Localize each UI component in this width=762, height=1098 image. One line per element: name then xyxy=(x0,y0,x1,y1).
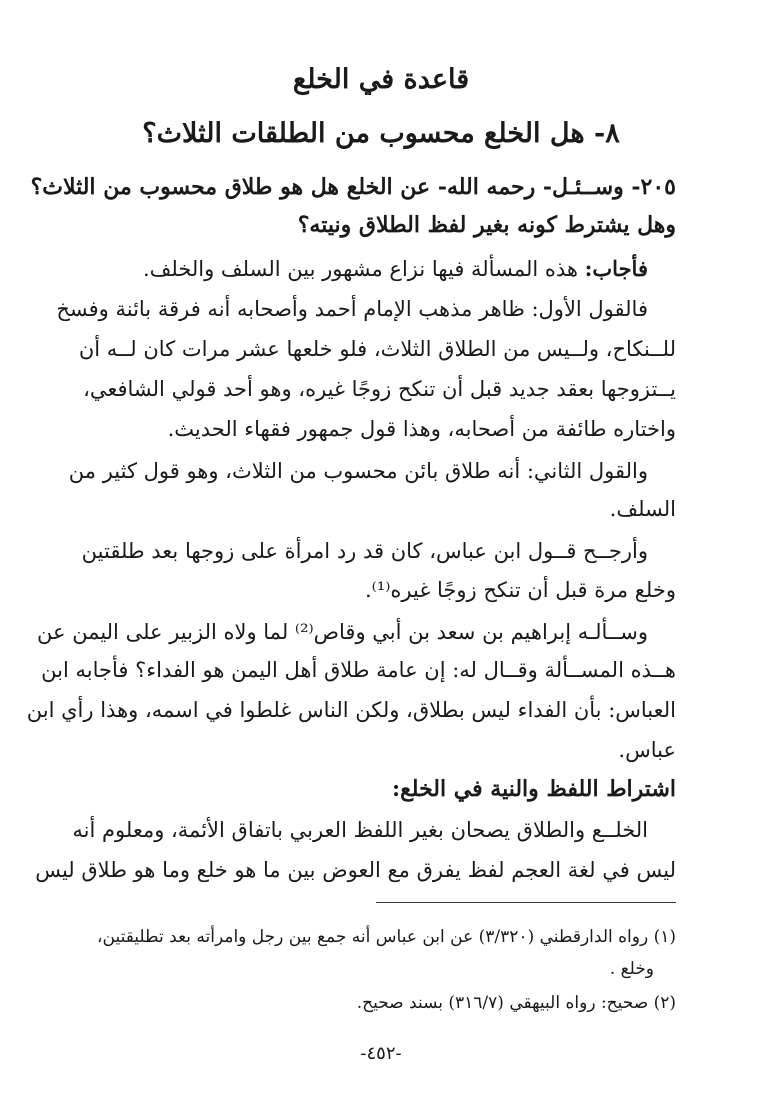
paragraph-1-line: يــتزوجها بعقد جديد قبل أن تنكح زوجًا غيره، وهو أحد قولي الشافعي، xyxy=(83,377,676,401)
paragraph-1-line: للــنكاح، ولــيس من الطلاق الثلاث، فلو خلعها عشر مرات كان لــه أن xyxy=(78,337,676,361)
paragraph-2-line: السلف. xyxy=(609,497,676,521)
paragraph-5-line: الخلــع والطلاق يصحان بغير اللفظ العربي باتفاق الأئمة، ومعلوم أنه xyxy=(72,818,648,842)
paragraph-1-line: واختاره طائفة من أصحابه، وهذا قول جمهور فقهاء الحديث. xyxy=(167,417,676,441)
footnote-1-continuation: وخلع . xyxy=(609,959,654,979)
footnote-1: (١) رواه الدارقطني (٣/٣٢٠) عن ابن عباس أنه جمع بين رجل وامرأته بعد تطليقتين، xyxy=(97,927,676,947)
paragraph-5-line: ليس في لغة العجم لفظ يفرق مع العوض بين ما هو خلع وما هو طلاق ليس xyxy=(35,858,676,882)
answer-line xyxy=(84,254,648,284)
answer-label: فأجاب: xyxy=(584,256,648,281)
section-heading: اشتراط اللفظ والنية في الخلع: xyxy=(391,776,676,802)
question-line-1: ٢٠٥- وســئـل- رحمه الله- عن الخلع هل هو طلاق محسوب من الثلاث؟ xyxy=(30,174,676,200)
paragraph-4-line: وســألـه إبراهيم بن سعد بن أبي وقاص⁽²⁾ لما ولاه الزبير على اليمن عن xyxy=(37,620,648,644)
footnote-2: (٢) صحيح: رواه البيهقي (٣١٦/٧) بسند صحيح. xyxy=(356,993,676,1013)
paragraph-4-line: العباس: بأن الفداء ليس بطلاق، ولكن الناس غلطوا في اسمه، وهذا رأي ابن xyxy=(26,698,676,722)
paragraph-1-line: فالقول الأول: ظاهر مذهب الإمام أحمد وأصحابه أنه فرقة بائنة وفسخ xyxy=(56,297,648,321)
page-title: قاعدة في الخلع xyxy=(292,64,470,95)
question-line-2: وهل يشترط كونه بغير لفظ الطلاق ونيته؟ xyxy=(297,212,676,238)
paragraph-4-line: عباس. xyxy=(618,738,676,762)
page-number: -٤٥٢- xyxy=(360,1043,402,1064)
paragraph-3-line: وخلع مرة قبل أن تنكح زوجًا غيره⁽¹⁾. xyxy=(364,578,676,602)
chapter-subtitle: ٨- هل الخلع محسوب من الطلقات الثلاث؟ xyxy=(142,118,620,149)
paragraph-4-line: هــذه المســألة وقــال له: إن عامة طلاق أهل اليمن هو الفداء؟ فأجابه ابن xyxy=(41,658,676,682)
paragraph-2-line: والقول الثاني: أنه طلاق بائن محسوب من الثلاث، وهو قول كثير من xyxy=(68,459,648,483)
paragraph-3-line: وأرجــح قــول ابن عباس، كان قد رد امرأة على زوجها بعد طلقتين xyxy=(81,539,648,563)
answer-text: هذه المسألة فيها نزاع مشهور بين السلف والخلف. xyxy=(142,257,578,281)
footnote-divider xyxy=(376,902,676,903)
